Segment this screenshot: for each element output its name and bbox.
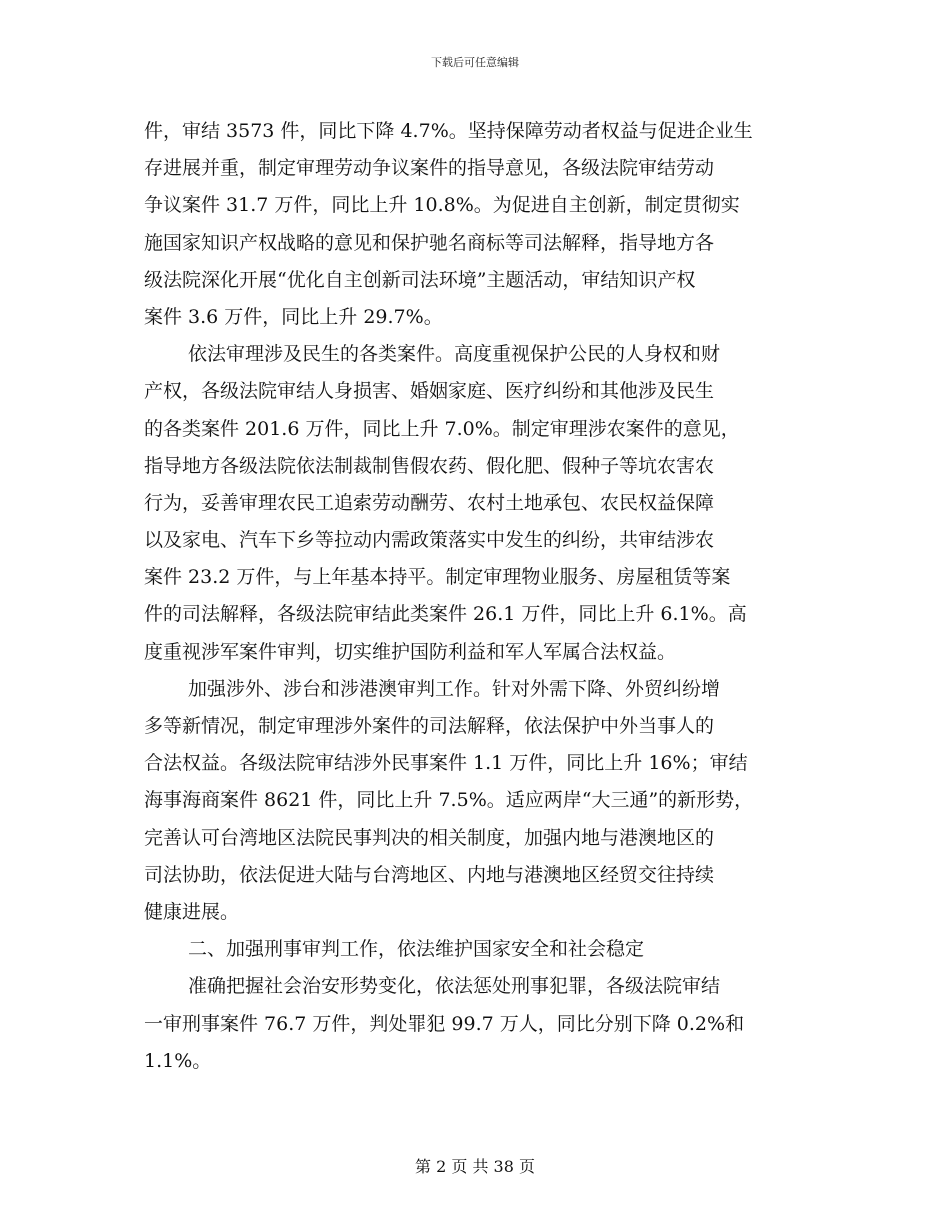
text-line: 施国家知识产权战略的意见和保护驰名商标等司法解释，指导地方各 [144,231,715,254]
page-footer: 第 2 页 共 38 页 [415,1157,535,1176]
text-line: 一审刑事案件 76.7 万件，判处罪犯 99.7 万人，同比分别下降 0.2%和 [144,1012,745,1035]
text-line: 件的司法解释，各级法院审结此类案件 26.1 万件，同比上升 6.1%。高 [144,603,747,626]
text-line: 度重视涉军案件审判，切实维护国防利益和军人军属合法权益。 [144,640,677,663]
text-line: 海事海商案件 8621 件，同比上升 7.5%。适应两岸“大三通”的新形势， [144,789,754,812]
text-line: 多等新情况，制定审理涉外案件的司法解释，依法保护中外当事人的 [144,715,715,737]
text-line: 件，审结 3573 件，同比下降 4.7%。坚持保障劳动者权益与促进企业生 [144,120,753,142]
page-header: 下载后可任意编辑 [431,56,519,69]
text-line: 加强涉外、涉台和涉港澳审判工作。针对外需下降、外贸纠纷增 [188,677,721,700]
text-line: 行为，妥善审理农民工追索劳动酬劳、农村土地承包、农民权益保障 [144,491,715,514]
text-line: 合法权益。各级法院审结涉外民事案件 1.1 万件，同比上升 16%；审结 [144,752,748,775]
text-line: 案件 3.6 万件，同比上升 29.7%。 [144,305,443,328]
text-line: 争议案件 31.7 万件，同比上升 10.8%。为促进自主创新，制定贯彻实 [144,194,740,217]
text-line: 的各类案件 201.6 万件，同比上升 7.0%。制定审理涉农案件的意见， [144,417,740,440]
text-line: 准确把握社会治安形势变化，依法惩处刑事犯罪，各级法院审结 [188,975,721,998]
text-line: 指导地方各级法院依法制裁制售假农药、假化肥、假种子等坑农害农 [144,454,715,477]
text-line: 以及家电、汽车下乡等拉动内需政策落实中发生的纠纷，共审结涉农 [144,529,715,552]
document-body [144,113,820,1080]
text-line: 级法院深化开展“优化自主创新司法环境”主题活动，审结知识产权 [144,268,696,291]
text-line: 产权，各级法院审结人身损害、婚姻家庭、医疗纠纷和其他涉及民生 [144,380,715,403]
text-line: 二、加强刑事审判工作，依法维护国家安全和社会稳定 [188,938,645,961]
text-line: 依法审理涉及民生的各类案件。高度重视保护公民的人身权和财 [188,343,721,366]
text-line: 司法协助，依法促进大陆与台湾地区、内地与港澳地区经贸交往持续 [144,863,715,886]
text-line: 健康进展。 [144,900,240,923]
text-line: 完善认可台湾地区法院民事判决的相关制度，加强内地与港澳地区的 [144,826,715,849]
text-line: 存进展并重，制定审理劳动争议案件的指导意见，各级法院审结劳动 [144,157,715,180]
text-line: 1.1%。 [144,1049,212,1072]
text-line: 案件 23.2 万件，与上年基本持平。制定审理物业服务、房屋租赁等案 [144,566,731,589]
